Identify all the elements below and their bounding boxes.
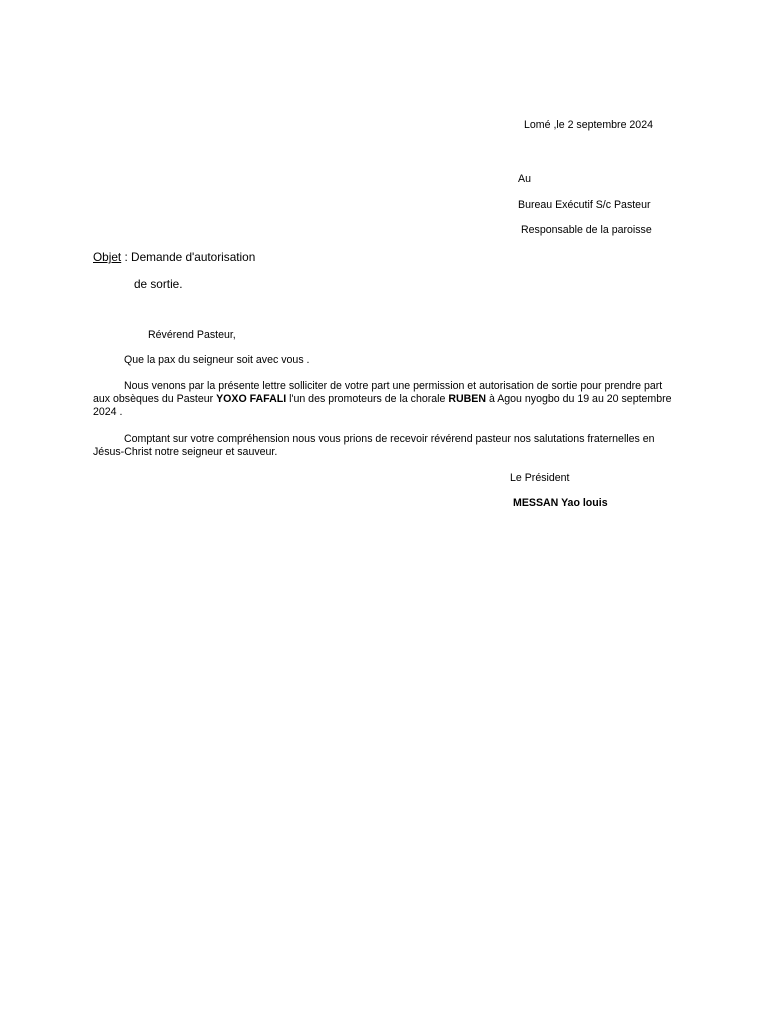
recipient-line-1: Au bbox=[518, 173, 531, 185]
body-paragraph-2 bbox=[93, 433, 673, 459]
subject-text-line-1: Demande d'autorisation bbox=[131, 250, 256, 264]
paragraph-1-part-3: à Agou nyogbo du 19 au 20 septembre 2024 . bbox=[93, 393, 672, 418]
greeting: Que la pax du seigneur soit avec vous . bbox=[124, 354, 310, 366]
paragraph-1-part-2: l'un des promoteurs de la chorale bbox=[286, 393, 449, 405]
recipient-line-2: Bureau Exécutif S/c Pasteur bbox=[518, 199, 651, 211]
paragraph-1-part-1: Nous venons par la présente lettre solliciter de votre part une permission et autorisation de sortie pour prendre part aux obsèques du Pasteur bbox=[93, 380, 663, 405]
signature-title: Le Président bbox=[510, 472, 570, 484]
subject-line bbox=[93, 250, 255, 264]
paragraph-2-text: Comptant sur votre compréhension nous vous prions de recevoir révérend pasteur nos salutations fraternelles en Jésus-Christ notre seigneur et sauveur. bbox=[93, 433, 655, 458]
signature-name: MESSAN Yao louis bbox=[513, 497, 608, 509]
subject-separator: : bbox=[121, 250, 132, 264]
body-paragraph-1 bbox=[93, 380, 673, 419]
choir-name: RUBEN bbox=[448, 393, 487, 405]
salutation: Révérend Pasteur, bbox=[148, 329, 236, 341]
subject-text-line-2: de sortie. bbox=[134, 277, 183, 291]
subject-label: Objet bbox=[93, 250, 122, 264]
recipient-line-3: Responsable de la paroisse bbox=[521, 224, 652, 236]
pastor-name: YOXO FAFALI bbox=[216, 393, 287, 405]
date-line: Lomé ,le 2 septembre 2024 bbox=[524, 119, 653, 131]
